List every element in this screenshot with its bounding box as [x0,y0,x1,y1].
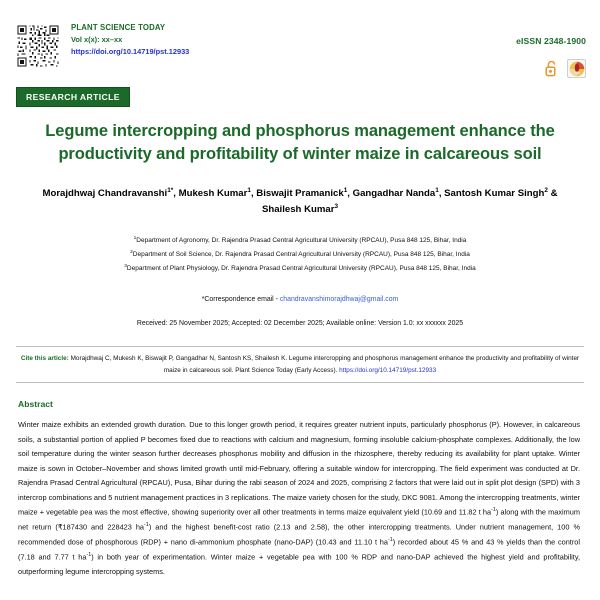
abstract-text: Winter maize exhibits an extended growth duration. Due to this longer growth period, it requires greater nutrient inputs, particularly phosphorus (P). However, in calcareous soils, a substantial portion of applied P becomes fixed due to reactions with calcium and magnesium, forming insoluble calcium-phosphate complexes. Additionally, the low soil temperature during the winter season further decreases phosphorus mobility and diffusion in the rhizosphere, thereby reducing its availability for plant uptake. Winter maize is sown in October–November and shows limited growth until mid-February, offering a suitable window for intercropping. The field experiment was conducted at Dr. Rajendra Prasad Central Agricultural (RPCAU), Pusa, Bihar during the rabi season of 2024 and 2025, comprising 2 factors that were laid out in split plot design (SPD) with 3 intercrop combinations and 5 nutrient management practices in 3 replications. The maize variety chosen for the study, DKC 9081. Among the intercropping treatments, winter maize + vegetable pea was the most effective, showing superiority over all other treatments in terms maize equivalent yield (10.69 and 11.82 t $ha^{-1}$) along with the maximum net return (₹187430 and 228423 $ha^{-1}$) and the highest benefit-cost ratio (2.13 and 2.58), the other intercropping treatments. Under nutrient management, 100 % recommended dose of phosphorous (RDP) + nano di-ammonium phosphate (nano-DAP) (10.43 and 11.10 t $ha^{-1}$) recorded about 45 % and 43 % yields than the control (7.18 and 7.77 t $ha^{-1}$) in both year of experimentation. Winter maize + vegetable pea with 100 % RDP and nano-DAP achieved the highest yield and profitability, outperforming legume intercropping systems. [18,420,580,576]
author-list: Morajdhwaj Chandravanshi$^{1*}$, Mukesh Kumar$^1$, Biswajit Pramanick$^1$, Gangadhar Nanda$^1$, Santosh Kumar Singh$^2$ & Shailesh Kumar$^3$ [42,186,558,215]
journal-logo-icon[interactable] [567,59,586,78]
affiliation-item [18,262,582,276]
article-type-badge: RESEARCH ARTICLE [16,87,130,107]
affiliation-list [18,234,582,275]
affiliation-text: Department of Soil Science, Dr. Rajendra Prasad Central Agricultural University (RPCAU), Pusa 848 125, Bihar, India [132,251,470,259]
cite-this-article-label: Cite this article: [20,354,69,362]
correspondence-email-link[interactable]: chandravanshimorajdhwaj@gmail.com [279,295,399,303]
journal-doi-link[interactable]: https://doi.org/10.14719/pst.12933 [71,46,190,56]
affiliation-item [18,248,582,262]
citation-box [16,346,584,384]
affiliation-marker: 2 [130,250,133,256]
affiliation-text: Department of Plant Physiology, Dr. Rajendra Prasad Central Agricultural University (RPCAU), Pusa 848 125, Bihar, India [126,265,476,273]
abstract-heading: Abstract [18,399,53,410]
correspondence-label: *Correspondence email - [201,295,278,303]
correspondence-line [0,296,600,303]
journal-info [71,22,516,57]
affiliation-text: Department of Agronomy, Dr. Rajendra Prasad Central Agricultural University (RPCAU), Pusa 848 125, Bihar, India [136,237,467,245]
open-access-icon[interactable] [545,60,558,77]
affiliation-marker: 1 [133,236,137,242]
header-badges [516,59,586,78]
citation-text: Morajdhwaj C, Mukesh K, Biswajit P, Gangadhar N, Santosh KS, Shailesh K. Legume intercropping and phosphorus management enhance the productivity and profitability of winter maize in calcareous soil. Plant Science Today (Early Access). [70,354,580,374]
qr-code-icon [16,24,60,68]
affiliation-item [18,234,582,248]
affiliation-marker: 3 [124,263,127,269]
eissn-label: eISSN 2348-1900 [516,36,586,46]
journal-volume: Vol x(x): xx–xx [71,34,123,44]
journal-title: PLANT SCIENCE TODAY [71,23,166,32]
citation-doi-link[interactable]: https://doi.org/10.14719/pst.12933 [339,366,437,374]
publication-dates: Received: 25 November 2025; Accepted: 02 December 2025; Available online: Version 1.0: xx xxxxxx 2025 [136,319,464,327]
header-right [516,22,586,78]
page-title: Legume intercropping and phosphorus management enhance the productivity and profitability of winter maize in calcareous soil [45,122,555,164]
masthead [0,0,600,78]
